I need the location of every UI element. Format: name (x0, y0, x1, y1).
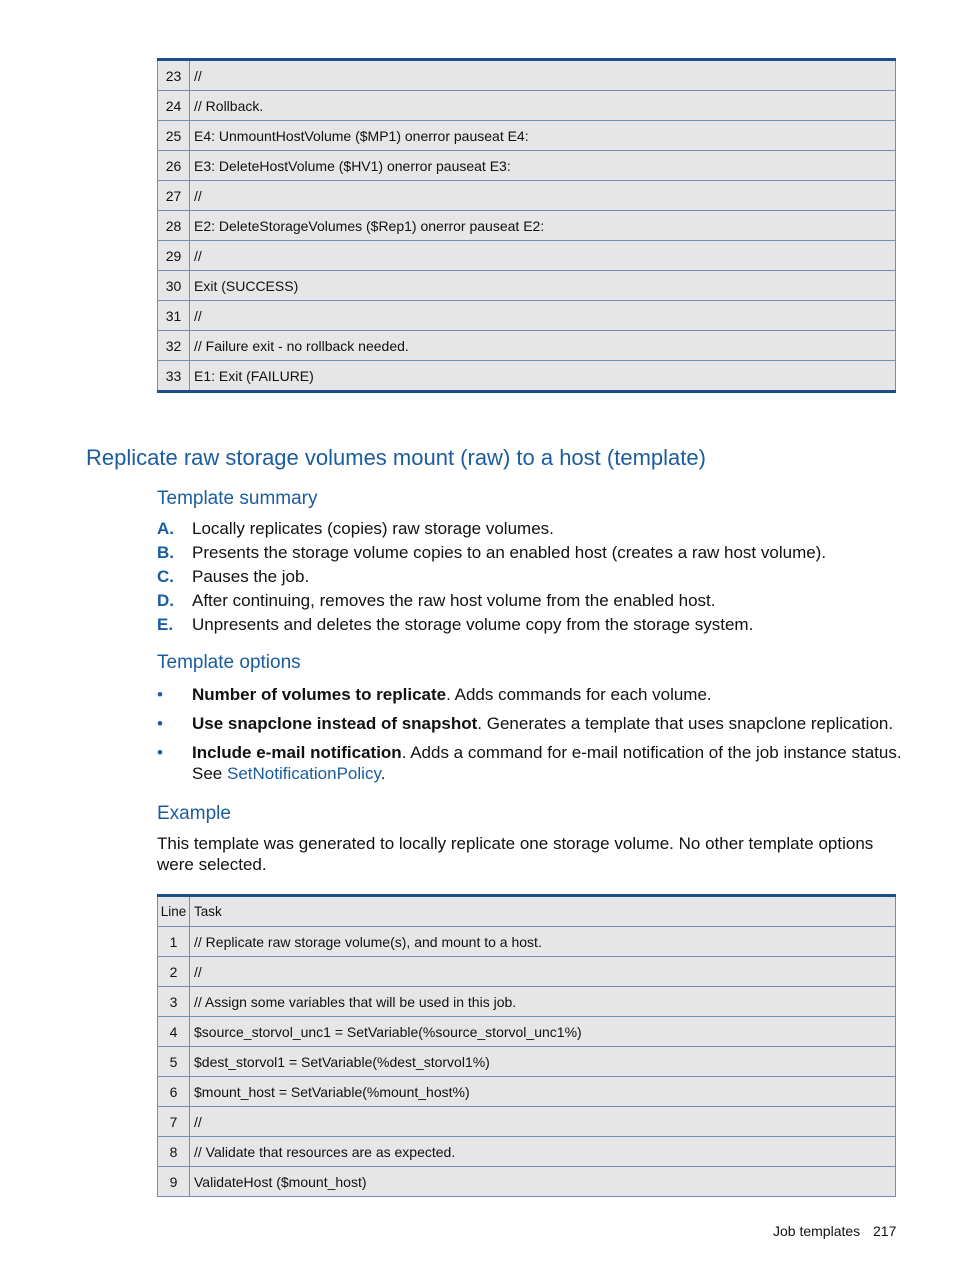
task-cell: $dest_storvol1 = SetVariable(%dest_storvol1%) (190, 1047, 896, 1077)
list-item (157, 613, 826, 637)
line-number: 9 (158, 1167, 190, 1197)
line-number: 8 (158, 1137, 190, 1167)
option-description: . Generates a template that uses snapclone replication. (477, 714, 894, 733)
option-term: Number of volumes to replicate (192, 685, 447, 704)
line-number: 25 (158, 121, 190, 151)
line-number: 23 (158, 60, 190, 91)
task-cell: $source_storvol_unc1 = SetVariable(%source_storvol_unc1%) (190, 1017, 896, 1047)
table-row (158, 957, 896, 987)
template-options-heading: Template options (157, 652, 301, 673)
step-text: Presents the storage volume copies to an enabled host (creates a raw host volume). (192, 543, 827, 562)
list-item (157, 713, 902, 734)
list-item (157, 742, 902, 784)
line-number: 27 (158, 181, 190, 211)
template-summary-list (157, 517, 826, 637)
line-number: 3 (158, 987, 190, 1017)
table-row (158, 181, 896, 211)
table-row (158, 361, 896, 392)
set-notification-policy-link[interactable]: SetNotificationPolicy (226, 764, 381, 783)
line-number: 1 (158, 927, 190, 957)
table-row (158, 927, 896, 957)
line-number: 28 (158, 211, 190, 241)
job-task-table-example (157, 894, 896, 1197)
table-row (158, 1077, 896, 1107)
table-row (158, 151, 896, 181)
footer-section-label: Job templates (773, 1223, 861, 1239)
bullet-icon: • (157, 743, 163, 762)
task-cell: ValidateHost ($mount_host) (190, 1167, 896, 1197)
page-number: 217 (873, 1223, 897, 1239)
task-cell: $mount_host = SetVariable(%mount_host%) (190, 1077, 896, 1107)
column-header-line: Line (158, 896, 190, 927)
line-number: 31 (158, 301, 190, 331)
table-row (158, 241, 896, 271)
line-number: 30 (158, 271, 190, 301)
option-description: . Adds commands for each volume. (446, 685, 712, 704)
task-cell: // (190, 241, 896, 271)
template-summary-heading: Template summary (157, 488, 318, 509)
line-number: 4 (158, 1017, 190, 1047)
line-number: 5 (158, 1047, 190, 1077)
task-cell: // Assign some variables that will be used in this job. (190, 987, 896, 1017)
task-cell: E3: DeleteHostVolume ($HV1) onerror pauseat E3: (190, 151, 896, 181)
task-cell: E1: Exit (FAILURE) (190, 361, 896, 392)
table-row (158, 271, 896, 301)
task-cell: // (190, 957, 896, 987)
task-cell: // (190, 181, 896, 211)
option-tail: . (380, 764, 386, 783)
table-row (158, 91, 896, 121)
step-letter: A. (157, 519, 174, 538)
bullet-icon: • (157, 714, 163, 733)
table-row (158, 60, 896, 91)
section-title: Replicate raw storage volumes mount (raw) to a host (template) (86, 445, 706, 470)
task-cell: // Replicate raw storage volume(s), and mount to a host. (190, 927, 896, 957)
bullet-icon: • (157, 685, 163, 704)
table-row (158, 987, 896, 1017)
step-letter: D. (157, 591, 174, 610)
line-number: 2 (158, 957, 190, 987)
table-row (158, 1047, 896, 1077)
step-text: Pauses the job. (192, 567, 310, 586)
list-item (157, 565, 826, 589)
table-row (158, 1137, 896, 1167)
step-letter: E. (157, 615, 174, 634)
line-number: 33 (158, 361, 190, 392)
task-cell: E4: UnmountHostVolume ($MP1) onerror pauseat E4: (190, 121, 896, 151)
step-text: After continuing, removes the raw host volume from the enabled host. (192, 591, 716, 610)
example-heading: Example (157, 803, 231, 824)
task-cell: // (190, 60, 896, 91)
table-row (158, 1017, 896, 1047)
table-header-row (158, 896, 896, 927)
table-row (158, 1107, 896, 1137)
table-row (158, 121, 896, 151)
task-cell: // Failure exit - no rollback needed. (190, 331, 896, 361)
table-row (158, 301, 896, 331)
option-term: Use snapclone instead of snapshot (192, 714, 478, 733)
template-options-list (157, 684, 902, 792)
line-number: 32 (158, 331, 190, 361)
task-cell: // Rollback. (190, 91, 896, 121)
option-description: . Adds a command for e-mail notification of the job instance status. See (192, 743, 902, 783)
task-cell: // (190, 1107, 896, 1137)
line-number: 26 (158, 151, 190, 181)
table-row (158, 331, 896, 361)
table-row (158, 211, 896, 241)
list-item (157, 684, 902, 705)
column-header-task: Task (190, 896, 896, 927)
step-letter: C. (157, 567, 174, 586)
task-cell: E2: DeleteStorageVolumes ($Rep1) onerror pauseat E2: (190, 211, 896, 241)
task-cell: // Validate that resources are as expected. (190, 1137, 896, 1167)
line-number: 24 (158, 91, 190, 121)
line-number: 7 (158, 1107, 190, 1137)
line-number: 6 (158, 1077, 190, 1107)
job-task-table-continued (157, 58, 896, 393)
step-text: Locally replicates (copies) raw storage volumes. (192, 519, 554, 538)
example-paragraph: This template was generated to locally replicate one storage volume. No other template options were selected. (157, 834, 874, 874)
option-term: Include e-mail notification (192, 743, 402, 762)
list-item (157, 517, 826, 541)
task-cell: Exit (SUCCESS) (190, 271, 896, 301)
list-item (157, 541, 826, 565)
line-number: 29 (158, 241, 190, 271)
list-item (157, 589, 826, 613)
task-cell: // (190, 301, 896, 331)
step-letter: B. (157, 543, 174, 562)
step-text: Unpresents and deletes the storage volume copy from the storage system. (192, 615, 754, 634)
table-row (158, 1167, 896, 1197)
